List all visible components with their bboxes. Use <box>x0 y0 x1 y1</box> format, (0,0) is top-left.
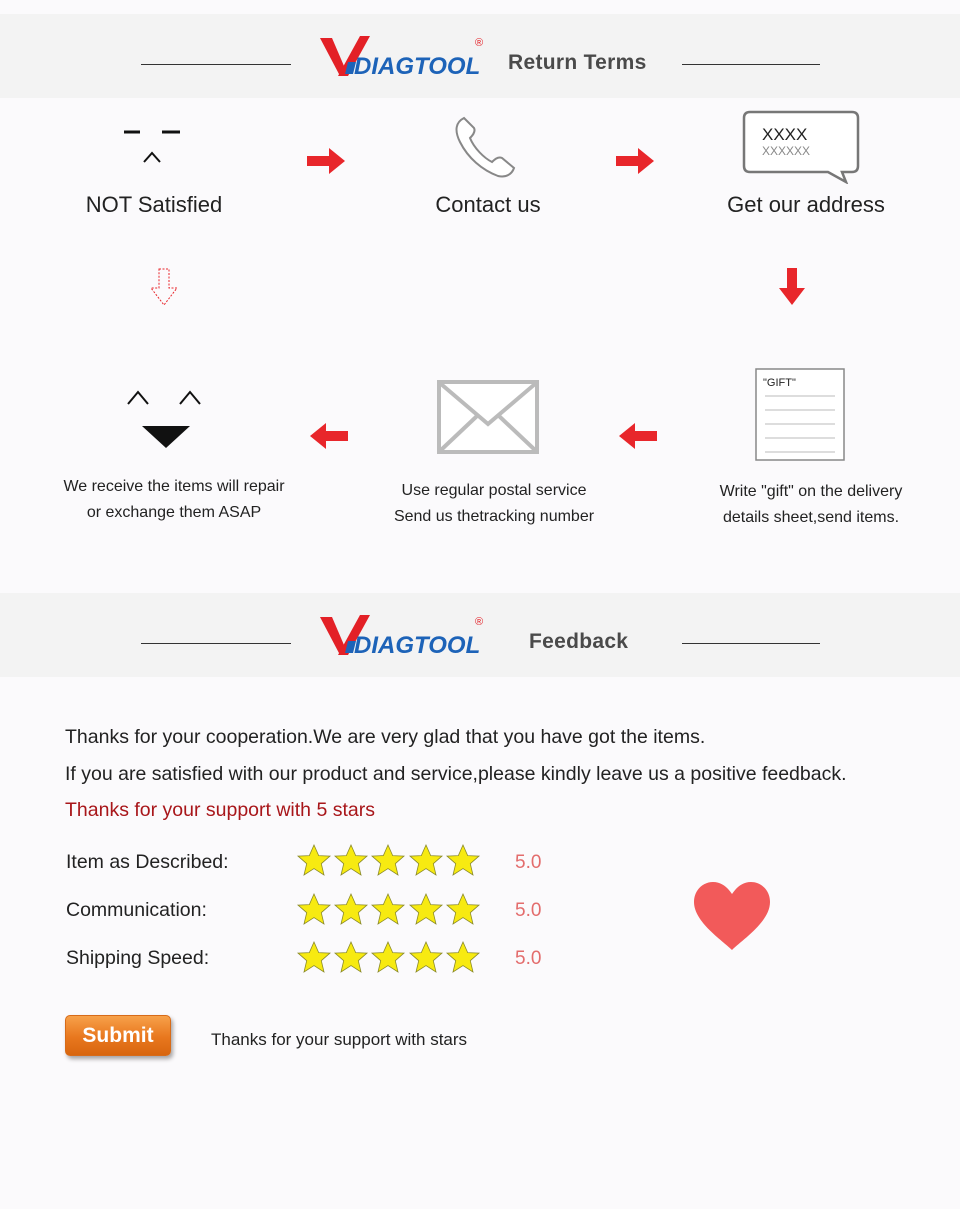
rating-label-item-described: Item as Described: <box>66 851 229 873</box>
star-icon[interactable] <box>372 845 404 875</box>
phone-icon <box>452 114 518 178</box>
support-note: Thanks for your support with stars <box>211 1030 468 1049</box>
star-rating-item-described[interactable] <box>296 844 482 878</box>
feedback-line-1: Thanks for your cooperation.We are very glad that you have got the items. <box>65 726 706 748</box>
arrow-right-icon <box>307 148 347 174</box>
step-desc-line-2: Send us thetracking number <box>393 508 595 525</box>
step-label: Get our address <box>727 192 885 217</box>
envelope-icon <box>437 380 539 454</box>
star-icon[interactable] <box>410 894 442 924</box>
star-icon[interactable] <box>298 942 330 972</box>
speech-bubble-icon <box>742 110 860 184</box>
submit-button[interactable]: Submit <box>65 1015 171 1056</box>
feedback-header <box>0 593 960 677</box>
section-title: Return Terms <box>508 51 647 74</box>
registered-mark: ® <box>475 37 484 49</box>
star-icon[interactable] <box>447 894 479 924</box>
step-desc-line-1: We receive the items will repair <box>63 478 285 495</box>
step-desc-line-1: Use regular postal service <box>401 482 587 499</box>
arrow-down-icon <box>778 268 806 306</box>
star-icon[interactable] <box>298 845 330 875</box>
bubble-line-1: XXXX <box>762 125 808 144</box>
step-desc-line-1: Write "gift" on the delivery <box>719 483 903 500</box>
step-contact-us <box>388 192 588 218</box>
step-desc-line-2: or exchange them ASAP <box>86 504 262 521</box>
return-terms-header <box>0 14 960 98</box>
bubble-line-2: XXXXXX <box>762 144 811 158</box>
rating-value-communication: 5.0 <box>515 900 542 921</box>
star-icon[interactable] <box>335 845 367 875</box>
star-rating-communication[interactable] <box>296 893 482 927</box>
star-icon[interactable] <box>447 942 479 972</box>
star-icon[interactable] <box>447 845 479 875</box>
step-postal-service <box>358 478 630 530</box>
diagtool-logo <box>318 611 488 669</box>
section-title: Feedback <box>529 630 629 653</box>
sad-face-icon <box>118 124 188 170</box>
divider-left <box>141 64 291 65</box>
rating-value-item-described: 5.0 <box>515 852 542 873</box>
arrow-down-outline-icon <box>150 268 178 306</box>
star-icon[interactable] <box>410 942 442 972</box>
document-icon <box>755 368 847 462</box>
step-label: NOT Satisfied <box>85 192 223 217</box>
star-rating-shipping-speed[interactable] <box>296 941 482 975</box>
divider-right <box>682 643 820 644</box>
star-icon[interactable] <box>335 894 367 924</box>
rating-label-communication: Communication: <box>66 899 207 921</box>
diagtool-logo <box>318 32 488 90</box>
star-icon[interactable] <box>410 845 442 875</box>
document-text: "GIFT" <box>763 377 796 389</box>
star-icon[interactable] <box>372 894 404 924</box>
star-icon[interactable] <box>298 894 330 924</box>
step-label: Contact us <box>435 192 541 217</box>
registered-mark: ® <box>475 616 484 628</box>
arrow-left-icon <box>308 423 348 449</box>
feedback-line-3: Thanks for your support with 5 stars <box>65 799 375 821</box>
happy-face-icon <box>124 388 208 450</box>
feedback-line-2: If you are satisfied with our product and service,please kindly leave us a positive feedback. <box>65 763 847 785</box>
logo-text: DIAGTOOL <box>354 632 481 659</box>
step-we-receive <box>30 474 318 526</box>
rating-value-shipping-speed: 5.0 <box>515 948 542 969</box>
step-write-gift <box>680 479 942 531</box>
logo-text: DIAGTOOL <box>354 53 481 80</box>
heart-icon <box>692 880 772 952</box>
arrow-left-icon <box>617 423 657 449</box>
step-get-address <box>704 192 908 218</box>
rating-label-shipping-speed: Shipping Speed: <box>66 947 210 969</box>
step-desc-line-2: details sheet,send items. <box>722 509 900 526</box>
star-icon[interactable] <box>372 942 404 972</box>
divider-right <box>682 64 820 65</box>
arrow-right-icon <box>616 148 656 174</box>
divider-left <box>141 643 291 644</box>
star-icon[interactable] <box>335 942 367 972</box>
step-not-satisfied <box>54 192 254 218</box>
